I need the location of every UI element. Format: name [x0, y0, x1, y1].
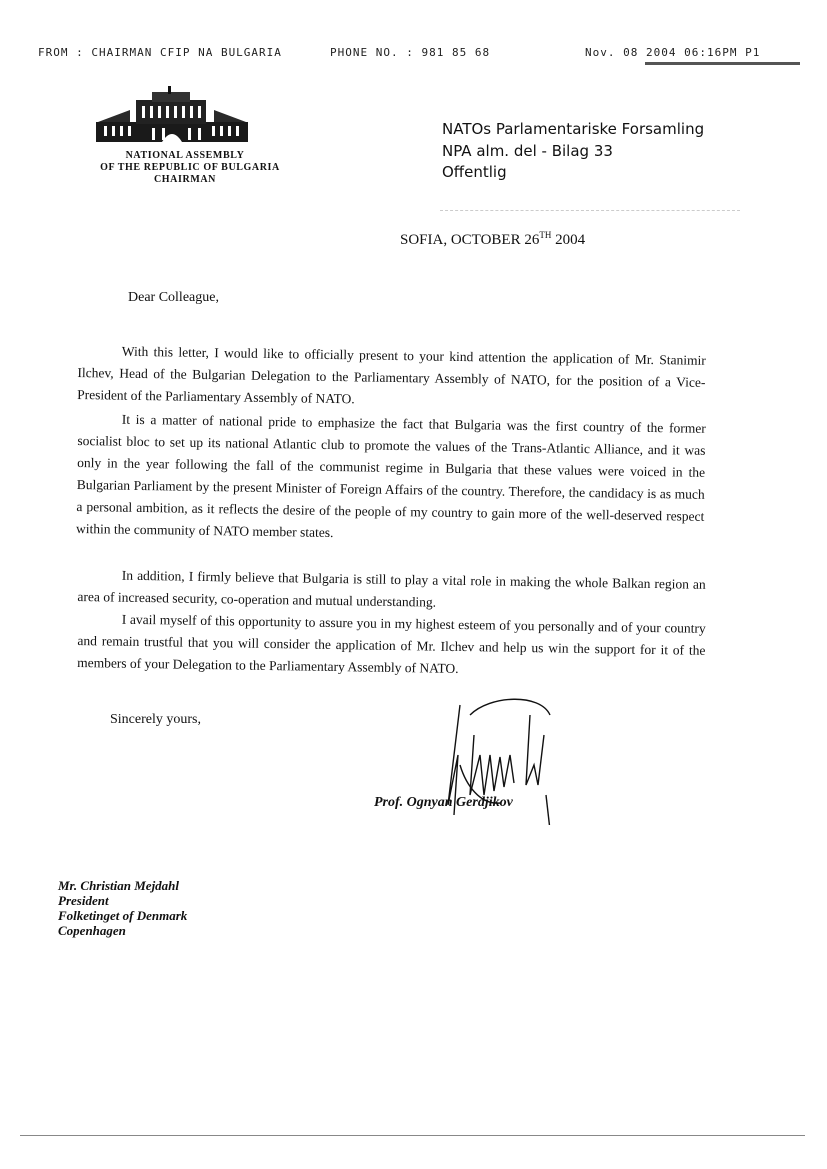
- body-paragraph-2: It is a matter of national pride to emphasize the fact that Bulgaria was the first country of the former socialist bloc to set up its national Atlantic club to promote the values of the Trans-Atlantic Alliance, and it was only in the year following the fall of the communist regime in Bulgaria that these values were voiced in the Bulgarian Parliament by the present Minister of Foreign Affairs of the country. Therefore, the candidacy is as much a personal ambition, as it reflects the desire of the people of my country to gain more of the well-deserved respect within the community of NATO member states.: [75, 411, 706, 541]
- fax-sender: FROM : CHAIRMAN CFIP NA BULGARIA: [38, 46, 282, 59]
- addressee-city: Copenhagen: [58, 923, 126, 938]
- fax-date: Nov. 08 2004 06:16PM P1: [585, 46, 761, 59]
- closing: Sincerely yours,: [110, 712, 201, 727]
- footer-rule: [20, 1135, 805, 1136]
- salutation: Dear Colleague,: [128, 290, 219, 305]
- registry-stamp-line-3: Offentlig: [442, 163, 507, 181]
- date-prefix: SOFIA, OCTOBER 26: [400, 232, 540, 248]
- body-paragraph-1: With this letter, I would like to officially present to your kind attention the application of Mr. Stanimir Ilchev, Head of the Bulgarian Delegation to the Parliamentary Assembly of NATO, for the position of a Vice-President of the Parliamentary Assembly of NATO.: [77, 343, 706, 407]
- addressee-name: Mr. Christian Mejdahl: [58, 878, 180, 893]
- body-paragraph-4: I avail myself of this opportunity to assure you in my highest esteem of you personally and of your country and remain trustful that you will consider the application of Mr. Ilchev and help us win the support for it of the members of your Delegation to the Parliamentary Assembly of NATO.: [77, 611, 706, 676]
- signer-name: Prof. Ognyan Gerdjikov: [374, 795, 513, 810]
- letterhead-line-1: NATIONAL ASSEMBLY: [125, 150, 245, 161]
- letterhead-line-3: CHAIRMAN: [153, 174, 217, 185]
- date-ordinal: TH: [539, 230, 552, 240]
- addressee-organization: Folketinget of Denmark: [58, 908, 188, 923]
- parliament-building-logo: [92, 86, 252, 146]
- fax-phone: PHONE NO. : 981 85 68: [330, 46, 491, 59]
- letter-date: [400, 230, 585, 249]
- date-year: 2004: [551, 232, 586, 248]
- stamp-divider: [440, 210, 740, 211]
- fax-header-rule: [645, 62, 800, 65]
- registry-stamp-line-1: NATOs Parlamentariske Forsamling: [442, 120, 705, 138]
- body-paragraph-3: In addition, I firmly believe that Bulgaria is still to play a vital role in making the whole Balkan region an area of increased security, co-operation and mutual understanding.: [77, 567, 706, 610]
- addressee-block: [58, 878, 187, 938]
- registry-stamp-line-2: NPA alm. del - Bilag 33: [442, 142, 613, 160]
- letterhead-line-2: OF THE REPUBLIC OF BULGARIA: [100, 162, 280, 173]
- addressee-title: President: [58, 893, 109, 908]
